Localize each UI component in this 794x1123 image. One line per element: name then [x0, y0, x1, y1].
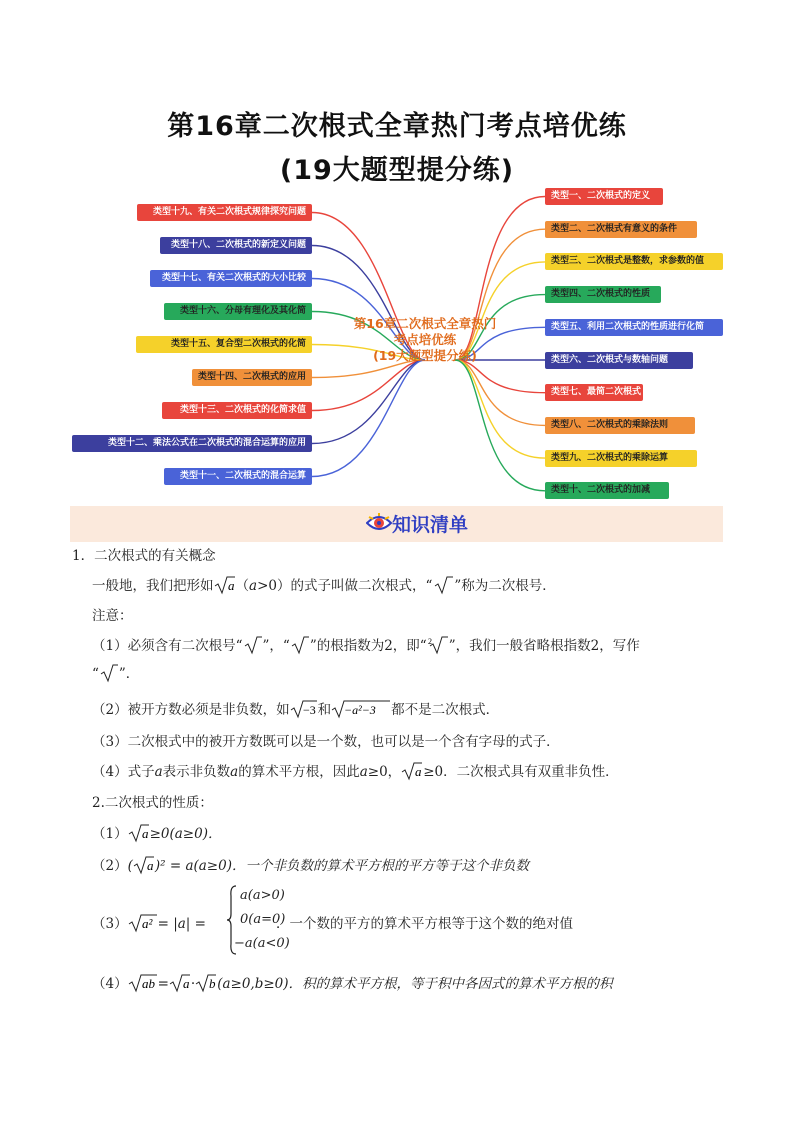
text: ”，“ [262, 638, 290, 654]
mindmap-connector [312, 360, 425, 411]
text: 一般地，我们把形如 [92, 578, 214, 594]
math-var: a [230, 764, 239, 780]
mindmap-topic-left: 类型十四、二次根式的应用 [192, 369, 312, 386]
piecewise-case-1: a(a>0) [240, 888, 285, 903]
svg-text:a: a [182, 975, 190, 991]
mindmap-topic-left: 类型十八、二次根式的新定义问题 [160, 237, 312, 254]
text: （ [235, 578, 249, 594]
text: ≥0， [367, 764, 402, 780]
math-expr: ( [127, 858, 133, 874]
mindmap-topic-left: 类型十六、分母有理化及其化简 [164, 303, 312, 320]
property-3 [92, 912, 206, 937]
radical-neg3 [290, 699, 318, 723]
text: ”的根指数为2，即“ [309, 638, 427, 654]
math-expr: (a≥0,b≥0)．积的算术平方根，等于积中各因式的算术平方根的积 [217, 976, 613, 992]
text: · [190, 976, 196, 992]
mindmap-center-line: (19大题型提分练) [373, 348, 477, 363]
mindmap-topic-right: 类型七、最简二次根式 [545, 384, 643, 401]
text: ”，我们一般省略根指数2，写作 [448, 638, 640, 654]
mindmap-topic-left: 类型十三、二次根式的化简求值 [162, 402, 312, 419]
property-1 [92, 822, 221, 847]
text: ”称为二次根号． [454, 578, 556, 594]
math-expr: ≥0(a≥0)． [149, 826, 222, 842]
svg-text:a²: a² [141, 915, 152, 931]
mindmap-topic-left: 类型十五、复合型二次根式的化简 [136, 336, 312, 353]
piecewise-case-2: 0(a=0) [240, 912, 286, 927]
mindmap-topic-left: 类型十七、有关二次根式的大小比较 [150, 270, 312, 287]
math-expr: = [157, 976, 169, 992]
radical-sign [128, 913, 158, 937]
text: （1）必须含有二次根号“ [92, 638, 243, 654]
text: （2）被开方数必须是非负数，如 [92, 702, 290, 718]
math-expr: = |a| = [157, 916, 206, 932]
text: “ [92, 666, 99, 682]
property-2 [92, 854, 529, 879]
mindmap-topic-left: 类型十一、二次根式的混合运算 [164, 468, 312, 485]
text: （4） [92, 976, 128, 992]
radical-sign [432, 575, 454, 599]
radical-neg-a2-3 [331, 699, 391, 723]
definition-line [92, 574, 556, 599]
text: >0）的式子叫做二次根式，“ [257, 578, 433, 594]
note-1-cont [92, 662, 139, 687]
mindmap-topic-right: 类型三、二次根式是整数，求参数的值 [545, 253, 723, 270]
note-1 [92, 634, 640, 659]
section-2-heading: 2.二次根式的性质： [92, 795, 213, 811]
radical-sign [195, 973, 217, 997]
mindmap-topic-left: 类型十九、有关二次根式规律探究问题 [137, 204, 312, 221]
text: （3） [92, 916, 128, 932]
svg-text:−3: −3 [302, 702, 316, 717]
page-title: 第16章二次根式全章热门考点培优练 [167, 111, 627, 142]
math-var: a [359, 764, 368, 780]
mindmap-center-line: 考点培优练 [393, 332, 457, 347]
mindmap-topic-right: 类型九、二次根式的乘除运算 [545, 450, 697, 467]
svg-text:−a²−3: −a²−3 [344, 702, 376, 717]
math-var: a [249, 578, 258, 594]
svg-text:a: a [146, 857, 154, 873]
radical-sign [401, 761, 423, 785]
math-expr: )² = a(a≥0)．一个非负数的算术平方根的平方等于这个非负数 [154, 858, 529, 874]
svg-text:a: a [141, 825, 149, 841]
mindmap-topic-left: 类型十二、乘法公式在二次根式的混合运算的应用 [72, 435, 312, 452]
mindmap-connector [455, 360, 545, 458]
radical-sign [99, 663, 119, 687]
svg-text:a: a [415, 763, 422, 779]
piecewise-case-3: −a(a<0) [234, 936, 290, 951]
radical-sign [214, 575, 236, 599]
section-1-heading: 1．二次根式的有关概念 [72, 548, 216, 564]
radical-sign [133, 855, 155, 879]
mindmap-topic-right: 类型八、二次根式的乘除法则 [545, 417, 695, 434]
mindmap-topic-right: 类型一、二次根式的定义 [545, 188, 663, 205]
mindmap-topic-right: 类型四、二次根式的性质 [545, 286, 661, 303]
mindmap-connector [455, 360, 545, 393]
text: 都不是二次根式． [391, 702, 500, 718]
section-banner-title: 知识清单 [392, 514, 469, 536]
text: ≥0．二次根式具有双重非负性． [423, 764, 619, 780]
svg-text:b: b [209, 975, 216, 991]
mindmap-topic-right: 类型二、二次根式有意义的条件 [545, 221, 697, 238]
text: （1） [92, 826, 128, 842]
text: （2） [92, 858, 128, 874]
note-3: （3）二次根式中的被开方数既可以是一个数，也可以是一个含有字母的式子． [92, 734, 560, 750]
radical-sign [128, 823, 150, 847]
property-4 [92, 972, 613, 997]
radical-sign [169, 973, 191, 997]
mindmap-topic-right: 类型六、二次根式与数轴问题 [545, 352, 693, 369]
radical-sign [128, 973, 158, 997]
mindmap-topic-right: 类型五、利用二次根式的性质进行化简 [545, 319, 723, 336]
mindmap-connector [455, 360, 545, 491]
mindmap-center-line: 第16章二次根式全章热门 [353, 316, 497, 331]
mindmap-topic-right: 类型十、二次根式的加减 [545, 482, 669, 499]
radical-sign [243, 635, 263, 659]
math-var: a [154, 764, 163, 780]
text: （4）式子 [92, 764, 155, 780]
mindmap-center [340, 316, 510, 364]
note-2 [92, 698, 499, 723]
eye-icon [366, 513, 392, 533]
note-4 [92, 760, 619, 785]
page-subtitle: (19大题型提分练) [279, 155, 515, 186]
svg-text:2: 2 [427, 636, 432, 646]
radical-with-index [427, 635, 449, 659]
text: 和 [317, 702, 332, 718]
radical-sign [290, 635, 310, 659]
svg-text:a: a [227, 577, 234, 593]
property-3-desc: ．一个数的平方的算术平方根等于这个数的绝对值 [276, 916, 573, 932]
svg-text:ab: ab [141, 975, 155, 991]
text: 的算术平方根，因此 [238, 764, 360, 780]
text: ”． [118, 666, 140, 682]
text: 表示非负数 [162, 764, 231, 780]
note-label: 注意： [92, 608, 133, 624]
